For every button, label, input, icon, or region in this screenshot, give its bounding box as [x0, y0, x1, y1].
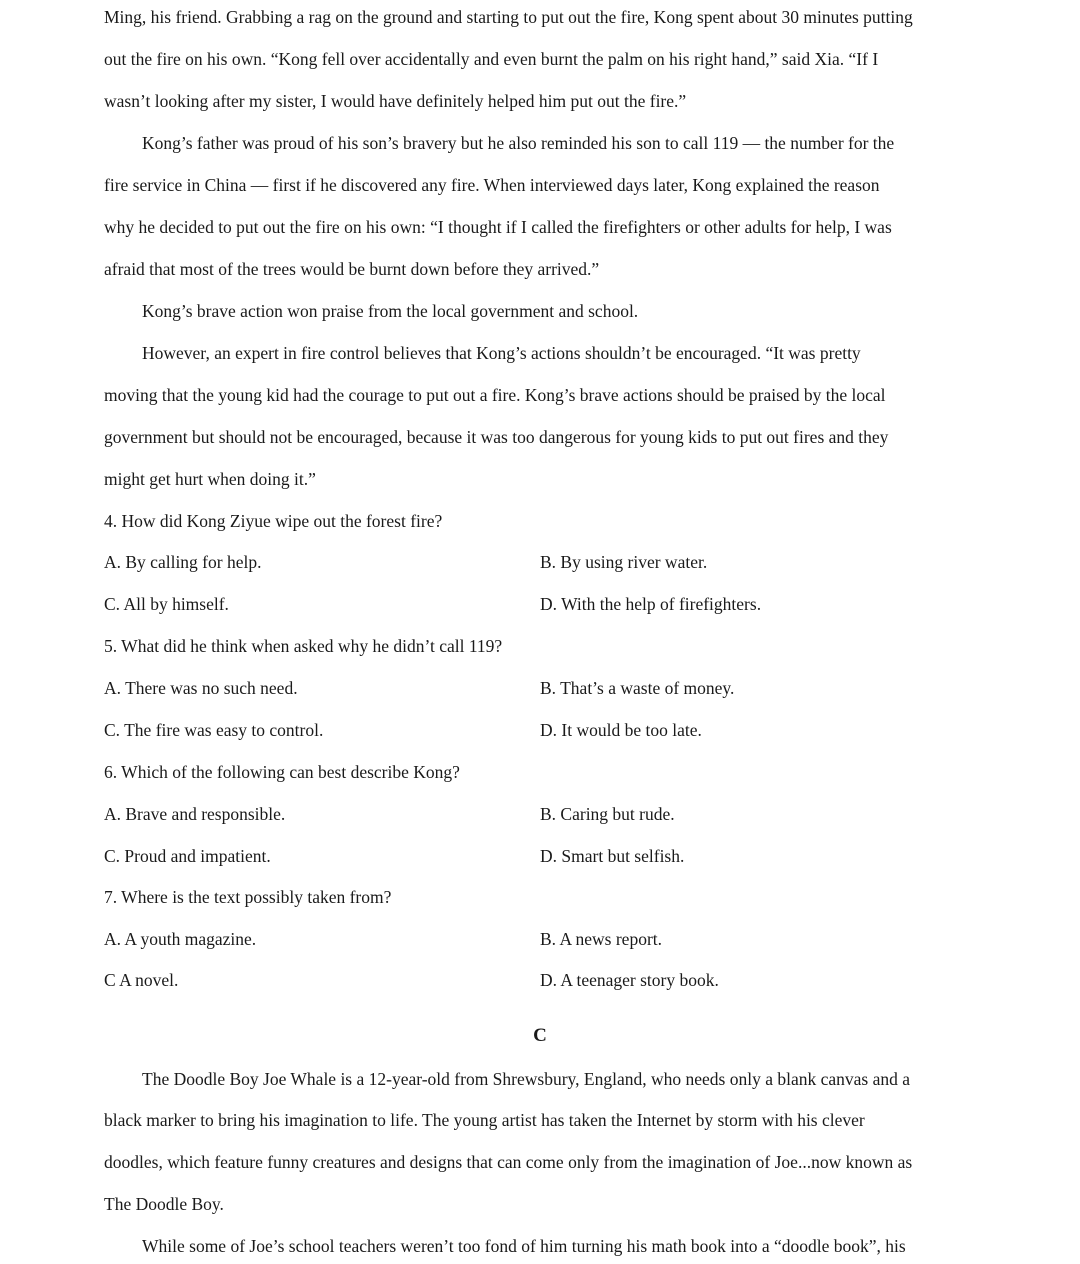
section-heading: C — [533, 1025, 547, 1046]
option-d: D. A teenager story book. — [540, 970, 719, 990]
option-c: C A novel. — [104, 970, 179, 990]
question-stem: 7. Where is the text possibly taken from? — [104, 887, 392, 907]
question-stem: 5. What did he think when asked why he didn’t call 119? — [104, 636, 503, 656]
passage-line: Kong’s father was proud of his son’s bravery but he also reminded his son to call 119 — the number for the — [142, 133, 895, 153]
passage-line: moving that the young kid had the courage to put out a fire. Kong’s brave actions should be praised by the local — [104, 385, 886, 405]
passage-line: out the fire on his own. “Kong fell over accidentally and even burnt the palm on his right hand,” said Xia. “If I — [104, 49, 879, 69]
passage-line: However, an expert in fire control believes that Kong’s actions shouldn’t be encouraged. “It was pretty — [142, 343, 861, 363]
option-d: D. With the help of firefighters. — [540, 594, 762, 614]
passage-line: why he decided to put out the fire on his own: “I thought if I called the firefighters or other adults for help, I was — [104, 217, 892, 237]
option-a: A. Brave and responsible. — [104, 804, 286, 824]
passage-line: afraid that most of the trees would be burnt down before they arrived.” — [104, 259, 600, 279]
passage-line: government but should not be encouraged, because it was too dangerous for young kids to put out fires and they — [104, 427, 889, 447]
passage-line: The Doodle Boy. — [104, 1194, 224, 1214]
option-a: A. There was no such need. — [104, 678, 298, 698]
option-a: A. A youth magazine. — [104, 929, 257, 949]
passage-line: The Doodle Boy Joe Whale is a 12-year-old from Shrewsbury, England, who needs only a blank canvas and a — [142, 1069, 910, 1089]
passage-line: might get hurt when doing it.” — [104, 469, 316, 489]
passage-line: While some of Joe’s school teachers weren’t too fond of him turning his math book into a “doodle book”, his — [142, 1236, 906, 1256]
option-d: D. It would be too late. — [540, 720, 702, 740]
option-b: B. Caring but rude. — [540, 804, 675, 824]
option-c: C. Proud and impatient. — [104, 846, 271, 866]
passage-line: fire service in China — first if he discovered any fire. When interviewed days later, Kong explained the reason — [104, 175, 880, 195]
option-d: D. Smart but selfish. — [540, 846, 685, 866]
passage-line: Ming, his friend. Grabbing a rag on the ground and starting to put out the fire, Kong spent about 30 minutes putting — [104, 7, 913, 27]
option-b: B. A news report. — [540, 929, 663, 949]
passage-line: doodles, which feature funny creatures and designs that can come only from the imagination of Joe...now known as — [104, 1152, 913, 1172]
option-c: C. All by himself. — [104, 594, 229, 614]
passage-line: black marker to bring his imagination to life. The young artist has taken the Internet by storm with his clever — [104, 1110, 865, 1130]
option-c: C. The fire was easy to control. — [104, 720, 324, 740]
option-b: B. That’s a waste of money. — [540, 678, 735, 698]
passage-line: Kong’s brave action won praise from the local government and school. — [142, 301, 639, 321]
passage-line: wasn’t looking after my sister, I would have definitely helped him put out the fire.” — [104, 91, 687, 111]
option-b: B. By using river water. — [540, 552, 708, 572]
question-stem: 6. Which of the following can best describe Kong? — [104, 762, 460, 782]
question-stem: 4. How did Kong Ziyue wipe out the forest fire? — [104, 511, 443, 531]
option-a: A. By calling for help. — [104, 552, 262, 572]
